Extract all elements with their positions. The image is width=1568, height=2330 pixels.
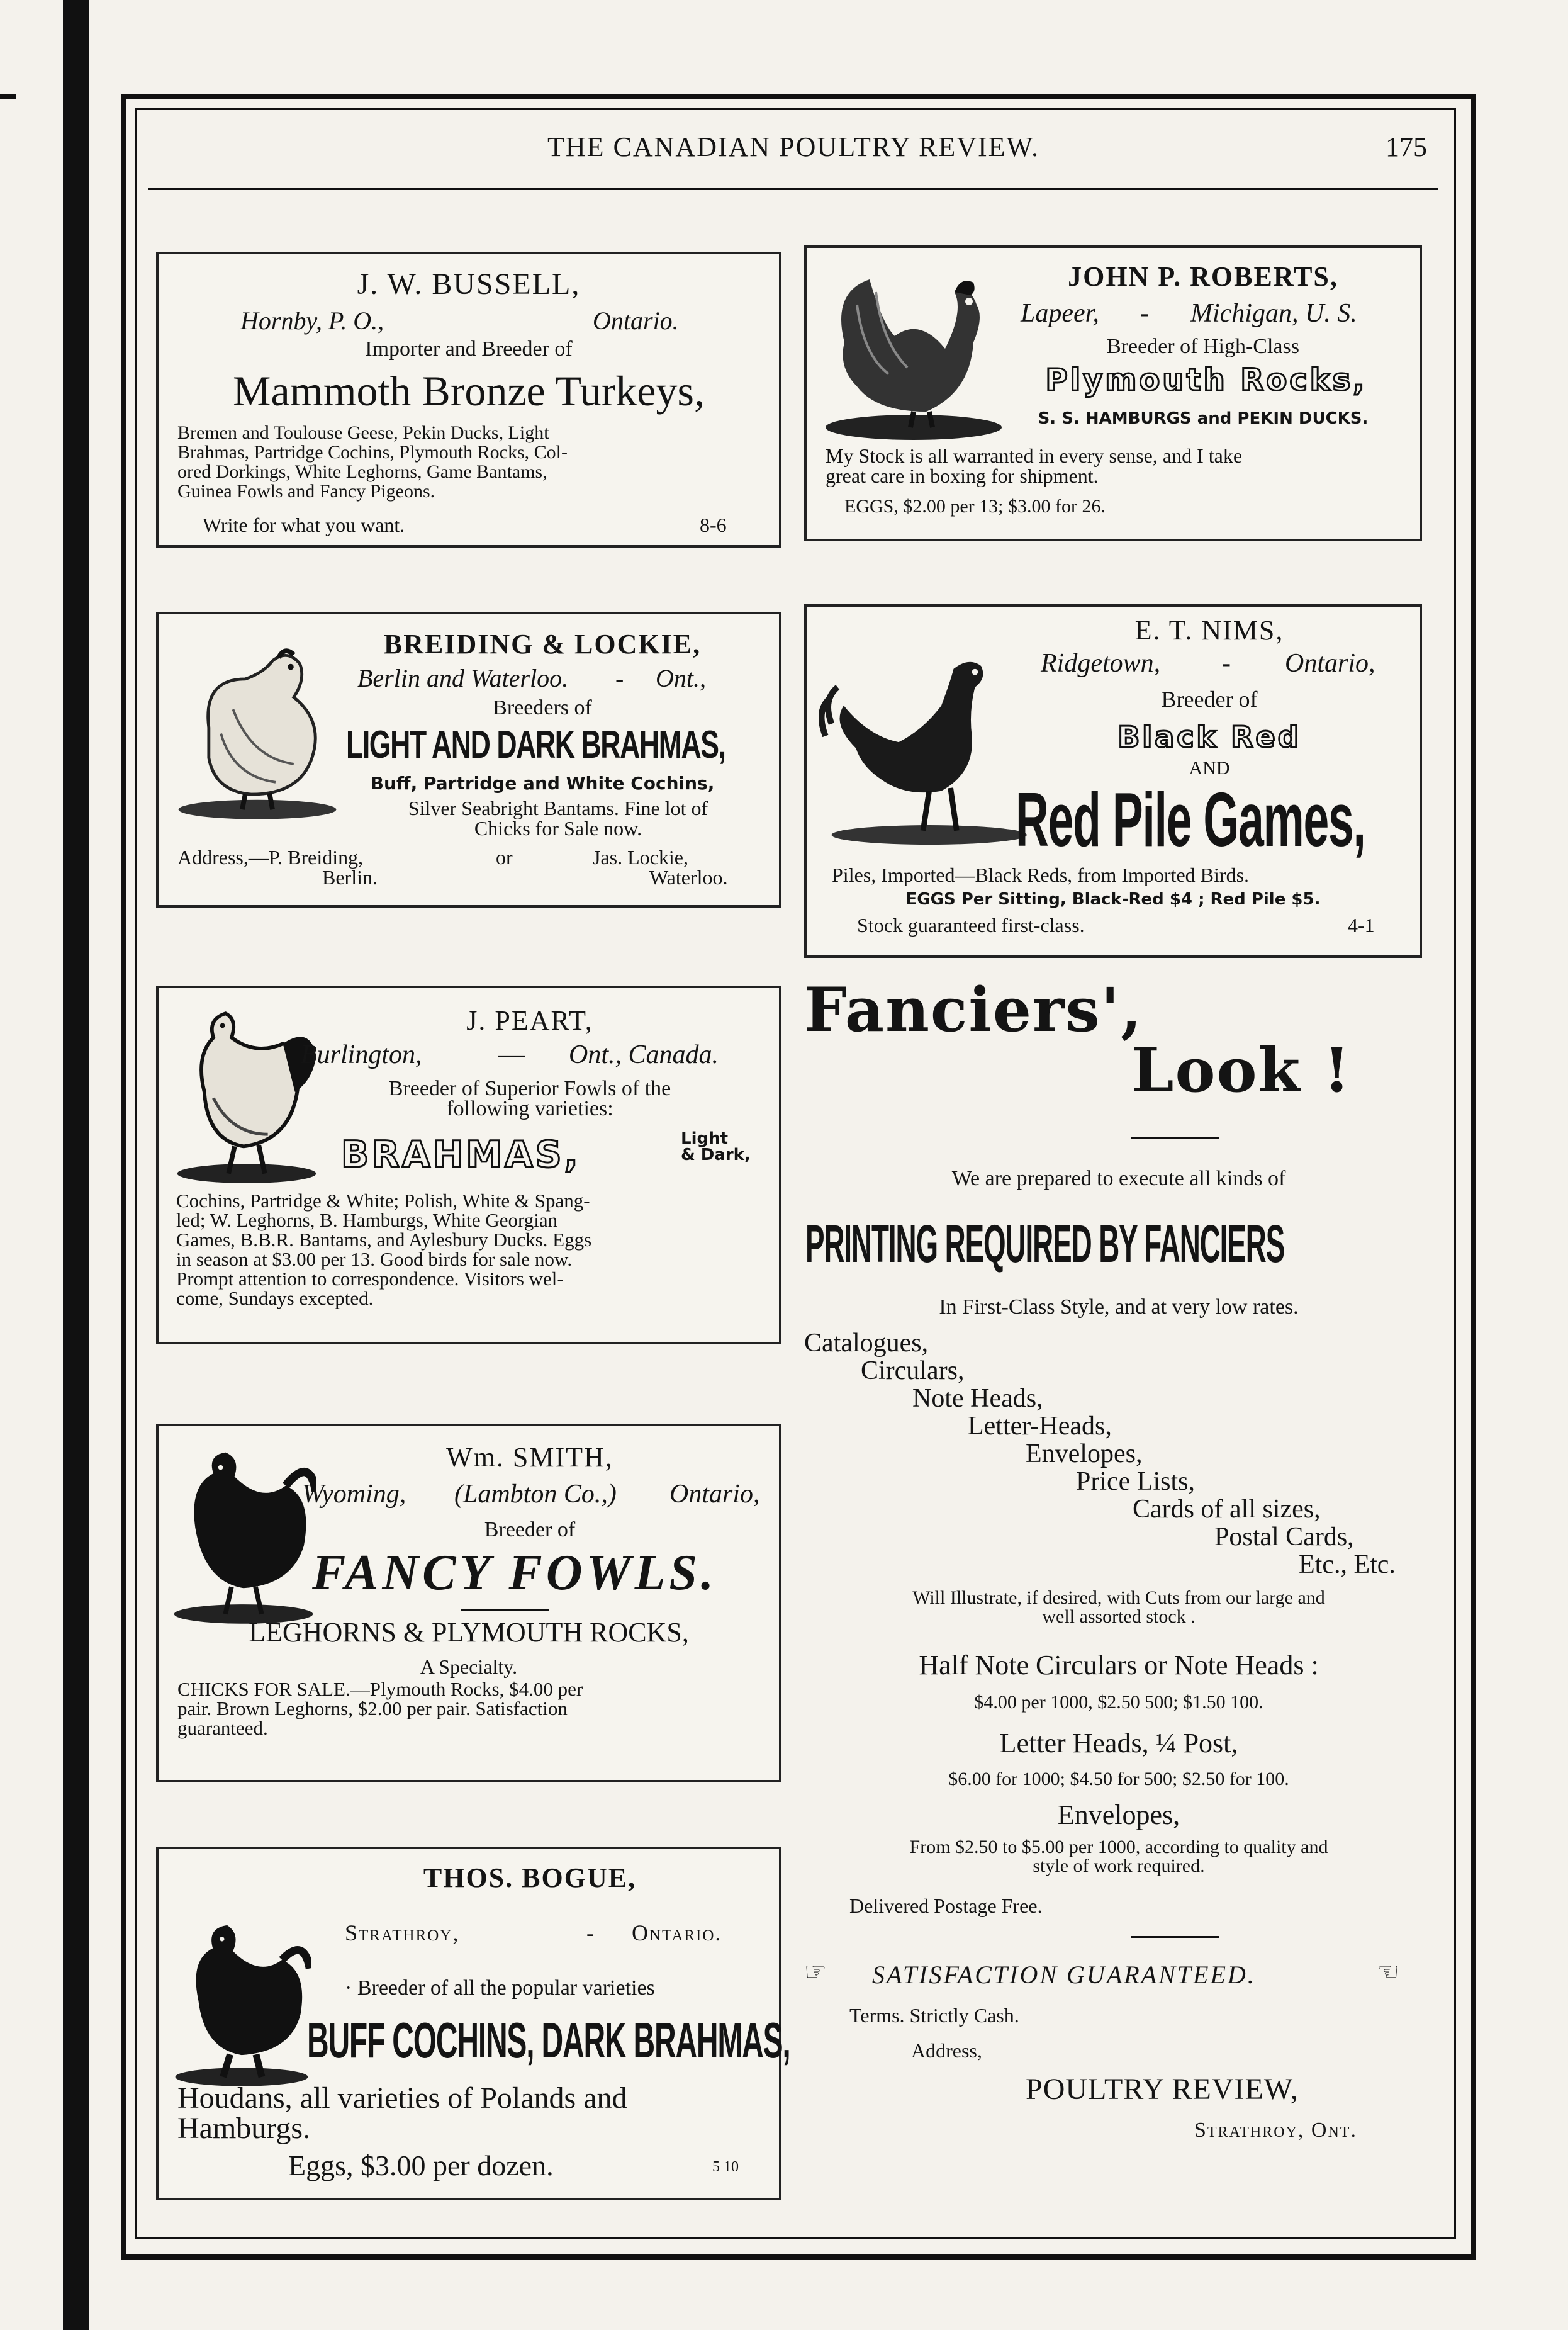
ad-dash: —	[498, 1040, 525, 1069]
ad-dash: -	[1222, 649, 1231, 678]
printing-item-cards: Cards of all sizes,	[1133, 1495, 1321, 1524]
ad-name: Wm. SMITH,	[446, 1442, 613, 1473]
ad-place: Strathroy,	[345, 1920, 460, 1945]
printing-item-envelopes: Envelopes,	[1026, 1439, 1143, 1468]
ad-subline: S. S. HAMBURGS and PEKIN DUCKS.	[1038, 409, 1369, 428]
printing-title-fanciers: Fanciers',	[804, 974, 1143, 1045]
ad-subline: LEGHORNS & PLYMOUTH ROCKS,	[249, 1617, 689, 1648]
ad-eggs: EGGS, $2.00 per 13; $3.00 for 26.	[844, 496, 1106, 517]
ad-city2: Waterloo.	[649, 866, 728, 889]
ad-name: J. W. BUSSELL,	[357, 267, 581, 301]
ad-code: 5 10	[712, 2159, 739, 2175]
ad-line2: Silver Seabright Bantams. Fine lot of Chicks for Sale now.	[408, 797, 708, 840]
ad-state: Michigan, U. S.	[1190, 299, 1357, 328]
ad-body: My Stock is all warranted in every sense, and I take great care in boxing for shipment.	[826, 444, 1243, 487]
printing-half-note-prices: $4.00 per 1000, $2.50 500; $1.50 100.	[974, 1692, 1263, 1713]
ad-headline: Mammoth Bronze Turkeys,	[233, 367, 705, 415]
ad-body: Bremen and Toulouse Geese, Pekin Ducks, Light Brahmas, Partridge Cochins, Plymouth Rocks, Col- ored Dorkings, White Leghorns, Game Bantams, Guinea Fowls and Fancy Pigeons.	[177, 422, 568, 502]
ad-province: Ont.,	[656, 664, 706, 692]
ad-province: Ontario.	[632, 1920, 722, 1945]
printing-item-letter-heads: Letter-Heads,	[968, 1412, 1112, 1441]
header-rule	[148, 188, 1438, 190]
printing-intro: We are prepared to execute all kinds of	[951, 1167, 1286, 1190]
ad-breiding-lockie	[156, 612, 781, 908]
ad-footer: Write for what you want.	[203, 514, 405, 536]
ad-name: THOS. BOGUE,	[423, 1862, 637, 1893]
ad-role: Breeders of	[493, 696, 592, 719]
printing-envelopes: Envelopes,	[1057, 1799, 1180, 1830]
ad-dash: -	[586, 1920, 594, 1945]
ad-variety: Light & Dark,	[681, 1129, 751, 1164]
page-number: 175	[1386, 132, 1427, 162]
printing-item-etc: Etc., Etc.	[1299, 1550, 1396, 1579]
ad-peart	[156, 986, 781, 1344]
page-binding-tab	[0, 94, 16, 99]
ad-province: Ontario.	[593, 307, 679, 335]
printing-terms: Terms. Strictly Cash.	[849, 2004, 1019, 2027]
ad-line1: Buff, Partridge and White Cochins,	[370, 773, 715, 794]
ad-headline: LIGHT AND DARK BRAHMAS,	[346, 723, 725, 767]
printing-item-catalogues: Catalogues,	[804, 1329, 929, 1358]
ad-headline1: Black Red	[1117, 720, 1301, 754]
printing-headline: PRINTING REQUIRED BY FANCIERS	[805, 1214, 1285, 1273]
ad-place: Lapeer,	[1021, 299, 1099, 328]
printing-illustrate: Will Illustrate, if desired, with Cuts from our large and well assorted stock .	[912, 1587, 1325, 1627]
brahma-cock-illustration	[171, 1001, 322, 1183]
printing-review-name: POULTRY REVIEW,	[1026, 2073, 1299, 2106]
ad-or: or	[496, 846, 513, 869]
ad-nims	[804, 604, 1422, 958]
ad-role: Breeder of High-Class	[1107, 335, 1299, 358]
ad-dash: -	[615, 664, 624, 692]
ad-county: (Lambton Co.,)	[454, 1480, 617, 1509]
printing-divider-2	[1131, 1936, 1219, 1938]
ad-province: Ont., Canada.	[569, 1040, 719, 1069]
ad-name: E. T. NIMS,	[1134, 615, 1284, 646]
ad-city1: Berlin.	[322, 866, 378, 889]
ad-body: Cochins, Partridge & White; Polish, White & Spang- led; W. Leghorns, B. Hamburgs, White Georgian Games, B.B.R. Bantams, and Aylesbury Ducks. Eggs in season at $3.00 per 13. Good birds for sale now. Prompt attention to correspondence. Visitors wel- come, Sundays excepted.	[176, 1190, 592, 1309]
printing-ad	[804, 974, 1440, 2220]
ad-roberts	[804, 245, 1422, 541]
printing-item-circulars: Circulars,	[861, 1356, 965, 1385]
ad-address2: Jas. Lockie,	[593, 846, 688, 869]
brahma-hen-illustration	[172, 633, 342, 822]
ad-role: Breeder of	[484, 1518, 576, 1541]
ad-and: AND	[1189, 758, 1230, 779]
ad-name: J. PEART,	[466, 1005, 593, 1036]
rooster-illustration	[819, 267, 1008, 443]
ad-name: BREIDING & LOCKIE,	[383, 629, 702, 660]
ad-name: JOHN P. ROBERTS,	[1068, 261, 1338, 292]
printing-item-note-heads: Note Heads,	[912, 1384, 1043, 1413]
printing-letter-heads: Letter Heads, ¼ Post,	[999, 1728, 1238, 1759]
ad-smith	[156, 1424, 781, 1782]
ad-headline2: Red Pile Games,	[1016, 777, 1365, 862]
journal-title: THE CANADIAN POULTRY REVIEW.	[547, 132, 1039, 162]
ad-bogue	[156, 1847, 790, 2200]
ad-place: Hornby, P. O.,	[240, 307, 384, 335]
ad-body: Houdans, all varieties of Polands and Hamburgs.	[177, 2081, 627, 2145]
printing-divider-1	[1131, 1137, 1219, 1139]
ad-code: 4-1	[1348, 914, 1375, 937]
pointing-hand-right-icon: ☞	[1377, 1957, 1399, 1986]
ad-headline: Plymouth Rocks,	[1045, 363, 1367, 398]
ad-province: Ontario,	[669, 1480, 760, 1509]
printing-item-price-lists: Price Lists,	[1076, 1467, 1195, 1496]
printing-item-postal-cards: Postal Cards,	[1214, 1522, 1354, 1551]
ad-place: Wyoming,	[302, 1480, 406, 1509]
ad-dash: -	[1140, 299, 1149, 328]
ad-role: Breeder of	[1161, 687, 1258, 712]
ad-place: Ridgetown,	[1041, 649, 1161, 678]
printing-letter-heads-prices: $6.00 for 1000; $4.50 for 500; $2.50 for 100.	[948, 1769, 1289, 1789]
ad-role: · Breeder of all the popular varieties	[345, 1976, 655, 2000]
ad-role: Importer and Breeder of	[365, 337, 573, 361]
ad-line3: Stock guaranteed first-class.	[857, 914, 1085, 937]
ad-divider	[461, 1609, 549, 1611]
printing-half-note: Half Note Circulars or Note Heads :	[919, 1650, 1319, 1680]
black-cock-illustration	[171, 1443, 316, 1625]
printing-address-label: Address,	[911, 2039, 982, 2062]
ad-line1: Piles, Imported—Black Reds, from Imported Birds.	[832, 864, 1250, 886]
ad-province: Ontario,	[1285, 649, 1375, 678]
printing-style: In First-Class Style, and at very low rates.	[939, 1295, 1299, 1319]
ad-specialty: A Specialty.	[420, 1655, 518, 1678]
printing-satisfaction: SATISFACTION GUARANTEED.	[872, 1961, 1256, 1989]
ad-body: CHICKS FOR SALE.—Plymouth Rocks, $4.00 per pair. Brown Leghorns, $2.00 per pair. Satisfaction guaranteed.	[177, 1678, 583, 1739]
ad-headline: BUFF COCHINS, DARK BRAHMAS,	[307, 2012, 790, 2068]
ad-address1: Address,—P. Breiding,	[177, 846, 364, 869]
pointing-hand-left-icon: ☞	[804, 1957, 827, 1986]
printing-town: Strathroy, Ont.	[1194, 2119, 1357, 2142]
printing-delivered: Delivered Postage Free.	[849, 1894, 1043, 1917]
ad-place: Burlington,	[301, 1040, 422, 1069]
cochin-cock-illustration	[172, 1912, 311, 2088]
printing-envelope-prices: From $2.50 to $5.00 per 1000, according to quality and style of work required.	[909, 1837, 1328, 1876]
ad-code: 8-6	[700, 514, 727, 536]
ad-bussell	[156, 252, 781, 548]
ad-eggs: Eggs, $3.00 per dozen.	[288, 2149, 554, 2181]
ad-headline: BRAHMAS,	[341, 1133, 581, 1176]
page-header	[135, 125, 1452, 188]
ad-line2: EGGS Per Sitting, Black-Red $4 ; Red Pile $5.	[905, 890, 1321, 909]
ad-headline: FANCY FOWLS.	[312, 1545, 718, 1601]
ad-place: Berlin and Waterloo.	[357, 664, 569, 692]
game-cock-illustration	[819, 644, 1027, 846]
ad-role: Breeder of Superior Fowls of the following varieties:	[388, 1077, 671, 1120]
printing-title-look: Look !	[1131, 1035, 1352, 1106]
page-binding-edge	[63, 0, 89, 2330]
